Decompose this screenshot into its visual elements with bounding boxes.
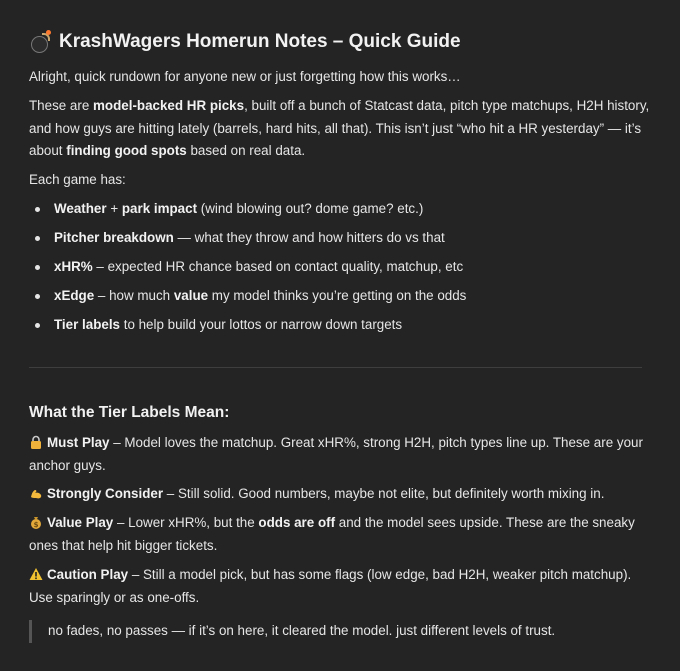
blockquote xyxy=(29,620,555,643)
list-item: xHR% – expected HR chance based on contact quality, matchup, etc xyxy=(29,256,651,285)
tier-must-play: Must Play – Model loves the matchup. Great xHR%, strong H2H, pitch types line up. These are your anchor guys. xyxy=(29,435,643,473)
tier-caution-play: Caution Play – Still a model pick, but has some flags (low edge, bad H2H, weaker pitch matchup). Use sparingly or as one-offs. xyxy=(29,567,632,605)
quote-text: no fades, no passes — if it’s on here, it cleared the model. just different levels of trust. xyxy=(48,623,556,638)
warning-icon xyxy=(29,567,43,581)
tiers-heading: What the Tier Labels Mean: xyxy=(29,404,230,421)
description-paragraph: These are model-backed HR picks, built off a bunch of Statcast data, pitch type matchups, H2H history, and how guys are hitting lately (barrels, hard hits, all that). This isn’t just “who hit a HR yesterday” — it’s about finding good spots based on real data. xyxy=(29,98,650,158)
feature-list xyxy=(29,198,651,343)
money-bag-icon xyxy=(29,515,43,529)
page-title xyxy=(29,29,651,55)
list-item: Weather + park impact (wind blowing out? dome game? etc.) xyxy=(29,198,651,227)
tier-strongly-consider: Strongly Consider – Still solid. Good numbers, maybe not elite, but definitely worth mixing in. xyxy=(29,483,651,506)
flexed-bicep-icon xyxy=(29,486,43,500)
list-item: Pitcher breakdown — what they throw and how hitters do vs that xyxy=(29,227,651,256)
list-item: xEdge – how much value my model thinks you’re getting on the odds xyxy=(29,285,651,314)
page-title-text: KrashWagers Homerun Notes – Quick Guide xyxy=(59,31,461,52)
intro-text: Alright, quick rundown for anyone new or just forgetting how this works… xyxy=(29,69,461,84)
lock-icon xyxy=(29,435,43,449)
tier-value-play: $ Value Play – Lower xHR%, but the odds are off and the model sees upside. These are the sneaky ones that help hit bigger tickets. xyxy=(29,515,635,553)
bomb-icon xyxy=(29,31,51,53)
each-game-label: Each game has: xyxy=(29,172,126,187)
list-item: Tier labels to help build your lottos or narrow down targets xyxy=(29,314,651,343)
svg-text:$: $ xyxy=(33,521,39,529)
section-divider xyxy=(29,367,642,368)
